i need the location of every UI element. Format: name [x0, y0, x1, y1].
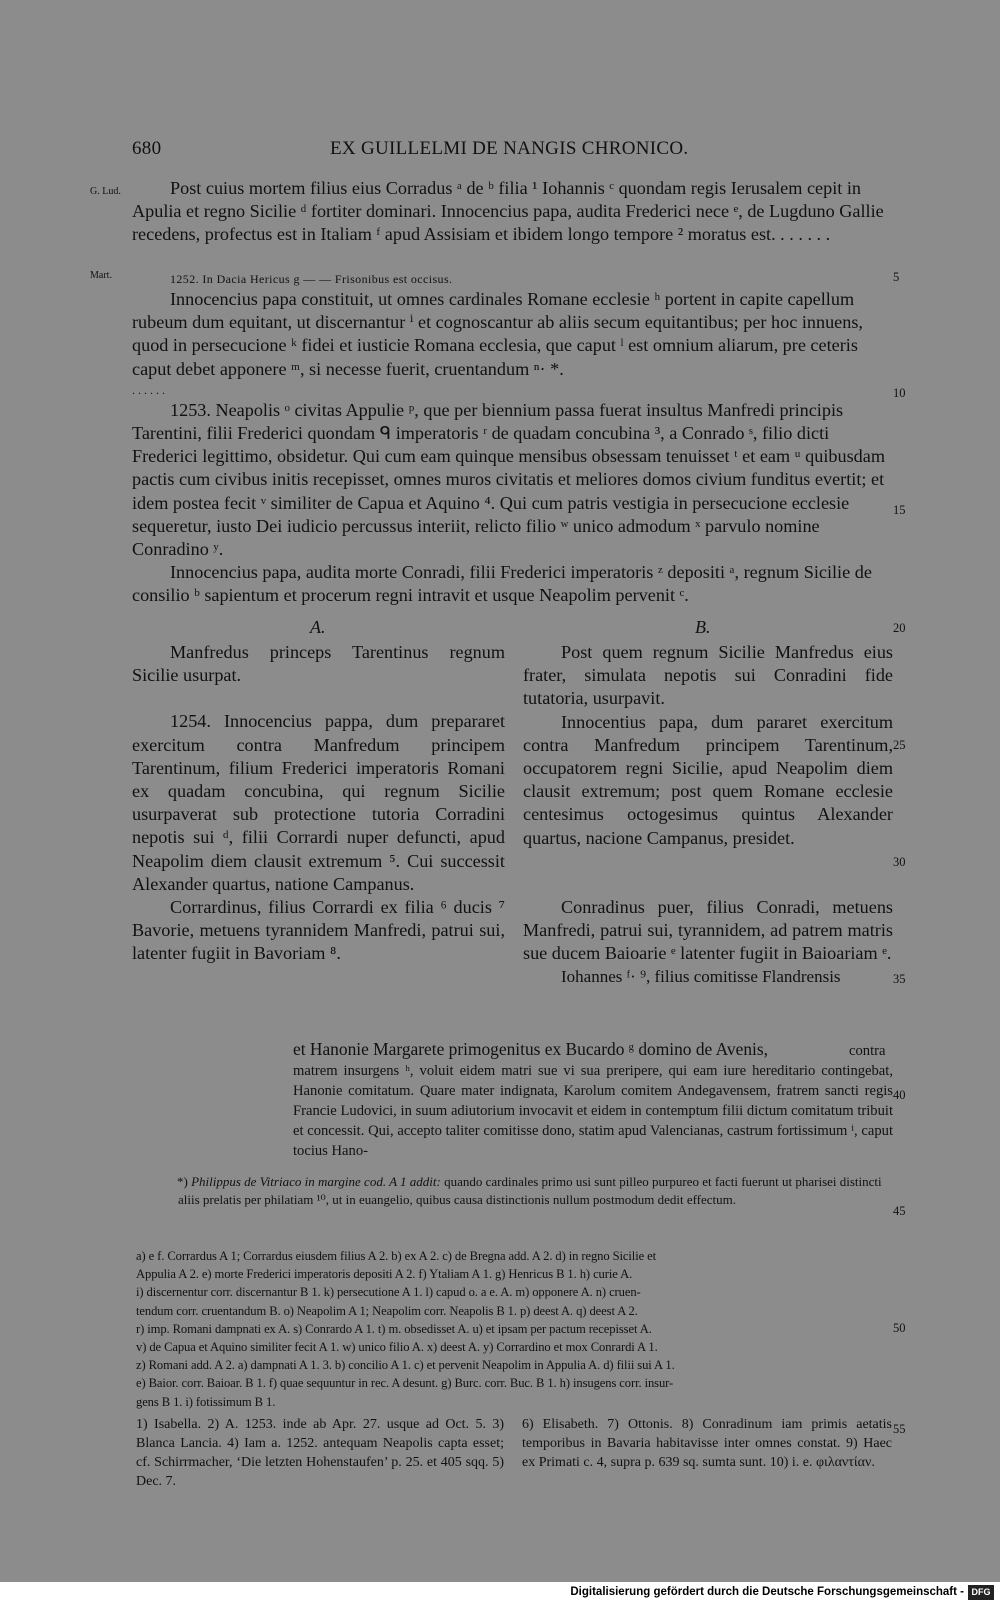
main-text-2 [132, 288, 892, 608]
paragraph: Innocencius papa constituit, ut omnes cardinales Romane ecclesie ʰ portent in capite capellum rubeum dum equitant, ut discernantur ⁱ et cognoscantur ab aliis secum equitantibus; per hoc innuens, quod in persecucione ᵏ fidei et iusticie Romana ecclesia, que caput ˡ est omnium aliarum, pre ceteris caput debet apponere ᵐ, si necesse fuerit, cruentandum ⁿ· *. [132, 289, 863, 379]
ellipsis: . . . . . . [132, 382, 165, 397]
footnotes-left: 1) Isabella. 2) A. 1253. inde ab Apr. 27. usque ad Oct. 5. 3) Blanca Lancia. 4) Iam a. 1252. antequam Neapolis capta esset; cf. Schirrmacher, ‘Die letzten Hohenstaufen’ p. 25. et 405 sqq. 5) Dec. 7. [136, 1417, 504, 1489]
funding-banner [0, 1582, 1000, 1605]
star-note-intro: Philippus de Vitriaco in margine cod. A 1 addit: [191, 1174, 441, 1189]
line-number: 10 [893, 386, 906, 400]
line-number: 45 [893, 1204, 906, 1218]
line-number: 50 [893, 1321, 906, 1335]
variant-line: z) Romani add. A 2. a) dampnati A 1. 3. b) concilio A 1. c) et pervenit Neapolim in Appulia A. d) filii sui A 1. [136, 1358, 675, 1373]
margin-note-g-lud: G. Lud. [90, 186, 121, 197]
column-a [132, 641, 505, 966]
column-b-paragraph-start: Iohannes ᶠ· ⁹, filius comitisse Flandrensis [561, 967, 841, 987]
wide-first-line: et Hanonie Margarete primogenitus ex Bucardo ᵍ domino de Avenis, [293, 1039, 768, 1059]
running-title: EX GUILLELMI DE NANGIS CHRONICO. [330, 138, 689, 159]
variant-notes [136, 1247, 896, 1411]
line-number: 30 [893, 855, 906, 869]
line-number: 35 [893, 972, 906, 986]
margin-note-mart: Mart. [90, 270, 112, 281]
column-a-paragraph: Corrardinus, filius Corrardi ex filia ⁶ ducis ⁷ Bavorie, metuens tyrannidem Manfredi, patrui sui, latenter fugiit in Bavoriam ⁸. [132, 897, 505, 964]
variant-line: v) de Capua et Aquino similiter fecit A 1. w) unico filio A. x) deest A. y) Corrardino et mox Conrardi A 1. [136, 1340, 658, 1355]
star-note-label: *) [177, 1174, 188, 1189]
main-text [132, 177, 892, 247]
chronicle-entry-1252: 1252. In Dacia Hericus g — — Frisonibus est occisus. [170, 272, 453, 286]
variant-line: i) discernentur corr. discernantur B 1. k) persecutione A 1. l) capud o. a e. A. m) opponere A. n) cruen- [136, 1285, 641, 1300]
column-b-heading: B. [695, 617, 711, 637]
line-number: 5 [893, 270, 900, 284]
line-number: 25 [893, 738, 906, 752]
page-number: 680 [132, 138, 162, 159]
dfg-logo: DFG [968, 1585, 994, 1600]
line-number: 15 [893, 503, 906, 517]
spacer [178, 1163, 878, 1164]
column-a-paragraph: Manfredus princeps Tarentinus regnum Sicilie usurpat. [132, 642, 505, 686]
funding-text: Digitalisierung gefördert durch die Deutsche Forschungsgemeinschaft - [570, 1586, 964, 1598]
variant-line: Appulia A 2. e) morte Frederici imperatoris depositi A 2. f) Ytaliam A 1. g) Henricus B 1. h) curie A. [136, 1267, 633, 1282]
paragraph: Innocencius papa, audita morte Conradi, filii Frederici imperatoris ᶻ depositi ᵃ, regnum Sicilie de consilio ᵇ sapientum et procerum regni intravit et usque Neapolim pervenit ᶜ. [132, 562, 872, 606]
paragraph-1253: 1253. Neapolis ᵒ civitas Appulie ᵖ, que per biennium passa fuerat insultus Manfredi principis Tarentini, filii Frederici quondam ᑫ imperatoris ʳ de quadam concubina ³, a Conrado ˢ, filio dicti Frederici legittimo, obsidetur. Qui cum eam quinque mensibus obsessam tenuisset ᵗ et eam ᵘ quibusdam pactis cum civibus initis recepisset, omnes muros civitatis et meliores domos civium funditus evertit; et idem postea fecit ᵛ similiter de Capua et Aquino ⁴. Qui cum patris vestigia in persecucione ecclesie sequeretur, iusto Dei iudicio percussus interiit, relicto filio ʷ unico admodum ˣ parvulo nomine Conradino ʸ. [132, 399, 885, 560]
line-number: 55 [893, 1422, 906, 1436]
column-b [523, 641, 893, 989]
column-b-paragraph: Conradinus puer, filius Conradi, metuens Manfredi, patrui sui, tyrannidem, ad patrem matris sue ducem Baioarie ᵉ latenter fugiit in Baioariam ᵉ. [523, 896, 893, 964]
footnotes-right: 6) Elisabeth. 7) Ottonis. 8) Conradinum iam primis aetatis temporibus in Bavaria habitavisse inter omnes constat. 9) Haec ex Primati c. 4, supra p. 639 sq. sumta sunt. 10) i. e. φιλαντίαν. [522, 1417, 892, 1470]
variant-line: e) Baior. corr. Baioar. B 1. f) quae sequuntur in rec. A desunt. g) Burc. corr. Buc. B 1. h) insugens corr. insur- [136, 1376, 674, 1391]
wide-text: contra matrem insurgens ʰ, voluit eidem matri sue vi sua preripere, qui eam iure hereditario contingebat, Hanonie comitatum. Quare mater indignata, Karolum comitem Andegavensem, fratrem sancti regis Francie Ludovici, in suum adiutorium invocavit et eidem in contemptum filii dictum comitatum tribuit et concessit. Qui, accepto taliter comitisse dono, statim apud Valencianas, castrum fortissimum ⁱ, caput tocius Hano- [293, 1043, 893, 1159]
star-note [178, 1173, 896, 1209]
star-note-text: quando cardinales primo usi sunt pilleo purpureo et facti fuerunt ut pharisei distincti aliis prelatis per philatiam ¹⁰, ut in euangelio, quibus causa distinctionis nullum postmodum dedit effectum. [178, 1174, 882, 1208]
column-a-heading: A. [310, 617, 326, 637]
column-a-paragraph-1254: 1254. Innocencius pappa, dum prepararet exercitum contra Manfredum principem Tarentinum, filium Frederici imperatoris Romani ex quadam concubina, qui regnum Sicilie usurpaverat sub protectione tutoria Corradini nepotis sui ᵈ, filii Corrardi nuper defuncti, apud Neapolim diem clausit extremum ⁵. Cui successit Alexander quartus, natione Campanus. [132, 711, 505, 894]
paragraph: Post cuius mortem filius eius Corradus ᵃ de ᵇ filia ¹ Iohannis ᶜ quondam regis Ierusalem cepit in Apulia et regno Sicilie ᵈ fortiter dominari. Innocencius papa, audita Frederici nece ᵉ, de Lugduno Gallie recedens, profectus est in Italiam ᶠ apud Assisiam et ibidem longo tempore ² moratus est. . . . . . . [132, 178, 884, 245]
variant-line: r) imp. Romani dampnati ex A. s) Conrardo A 1. t) m. obsedisset A. u) et ipsam per pactum recepisset A. [136, 1321, 652, 1336]
variant-line: tendum corr. cruentandum B. o) Neapolim A 1; Neapolim corr. Neapolis B 1. p) deest A. q) deest A 2. [136, 1303, 638, 1318]
line-number: 20 [893, 621, 906, 635]
line-number: 40 [893, 1088, 906, 1102]
variant-line: a) e f. Corrardus A 1; Corrardus eiusdem filius A 2. b) ex A 2. c) de Bregna add. A 2. d) in regno Sicilie et [136, 1249, 657, 1263]
column-b-paragraph: Innocentius papa, dum pararet exercitum contra Manfredum principem Tarentinum, occupatorem regni Sicilie, apud Neapolim diem clausit extremum; post quem Romane ecclesie centesimus octogesimus quintus Alexander quartus, nacione Campanus, presidet. [523, 711, 893, 848]
variant-line: gens B 1. i) fotissimum B 1. [136, 1394, 276, 1409]
column-b-paragraph: Post quem regnum Sicilie Manfredus eius frater, simulata nepotis sui Conradini fide tutatoria, usurpavit. [523, 642, 893, 709]
